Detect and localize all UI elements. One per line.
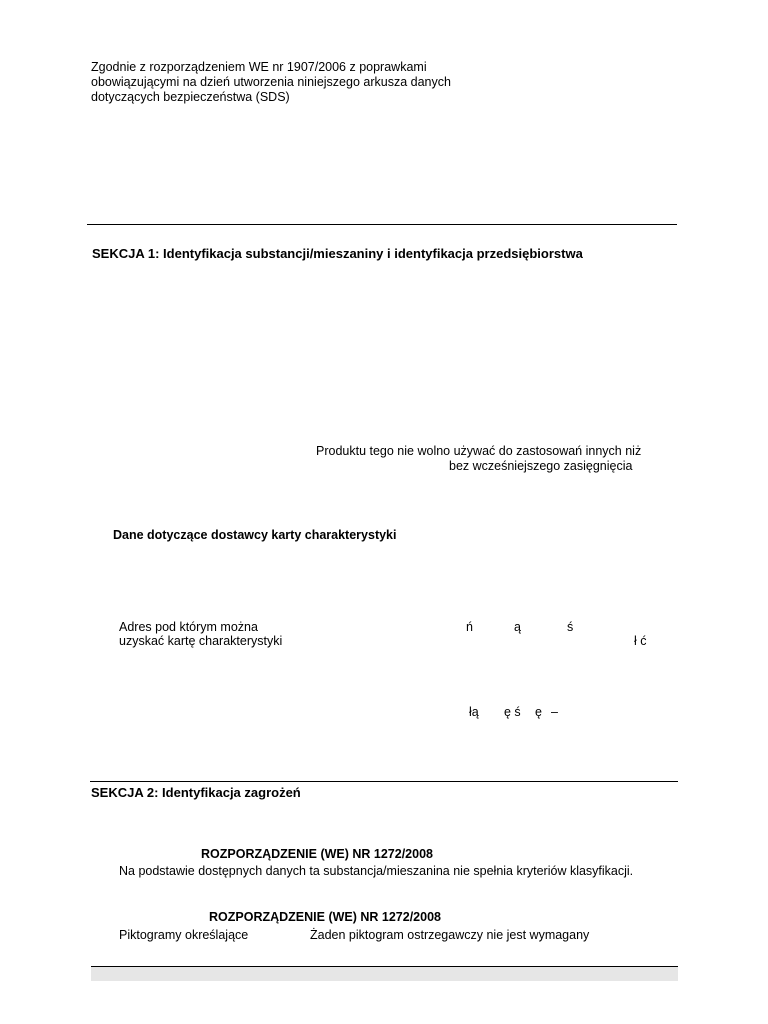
pictograms-label: Piktogramy określające [119,928,249,942]
pictograms-value: Żaden piktogram ostrzegawczy nie jest wymagany [310,928,590,942]
fragment-n: ń [466,620,473,634]
intro-line: obowiązującymi na dzień utworzenia niniejszego arkusza danych [91,75,451,89]
address-label-line-2: uzyskać kartę charakterystyki [119,634,283,648]
next-section-band [91,966,678,981]
intro-text [91,60,451,105]
restriction-line-1: Produktu tego nie wolno używać do zastosowań innych niż [316,444,642,458]
regulation-heading-2: ROZPORZĄDZENIE (WE) NR 1272/2008 [209,910,441,924]
supplier-heading: Dane dotyczące dostawcy karty charakterystyki [113,528,397,542]
classification-text: Na podstawie dostępnych danych ta substancja/mieszanina nie spełnia kryteriów klasyfikacji. [119,864,634,878]
fragment-la: łą [469,705,479,719]
fragment-dash: – [551,705,558,719]
fragment-s: ś [567,620,574,634]
intro-line: dotyczących bezpieczeństwa (SDS) [91,90,290,104]
fragment-lc: ł ć [634,634,647,648]
section2-top-rule [90,781,678,782]
section2-heading: SEKCJA 2: Identyfikacja zagrożeń [91,785,301,800]
fragment-es: ę ś [504,705,521,719]
restriction-line-2: bez wcześniejszego zasięgnięcia [449,459,633,473]
section1-heading: SEKCJA 1: Identyfikacja substancji/mieszaniny i identyfikacja przedsiębiorstwa [92,246,583,261]
section1-top-rule [87,224,677,225]
fragment-e: ę [535,705,542,719]
regulation-heading-1: ROZPORZĄDZENIE (WE) NR 1272/2008 [201,847,433,861]
address-label-line-1: Adres pod którym można [119,620,258,634]
fragment-a: ą [514,620,521,634]
intro-line: Zgodnie z rozporządzeniem WE nr 1907/2006 z poprawkami [91,60,427,74]
